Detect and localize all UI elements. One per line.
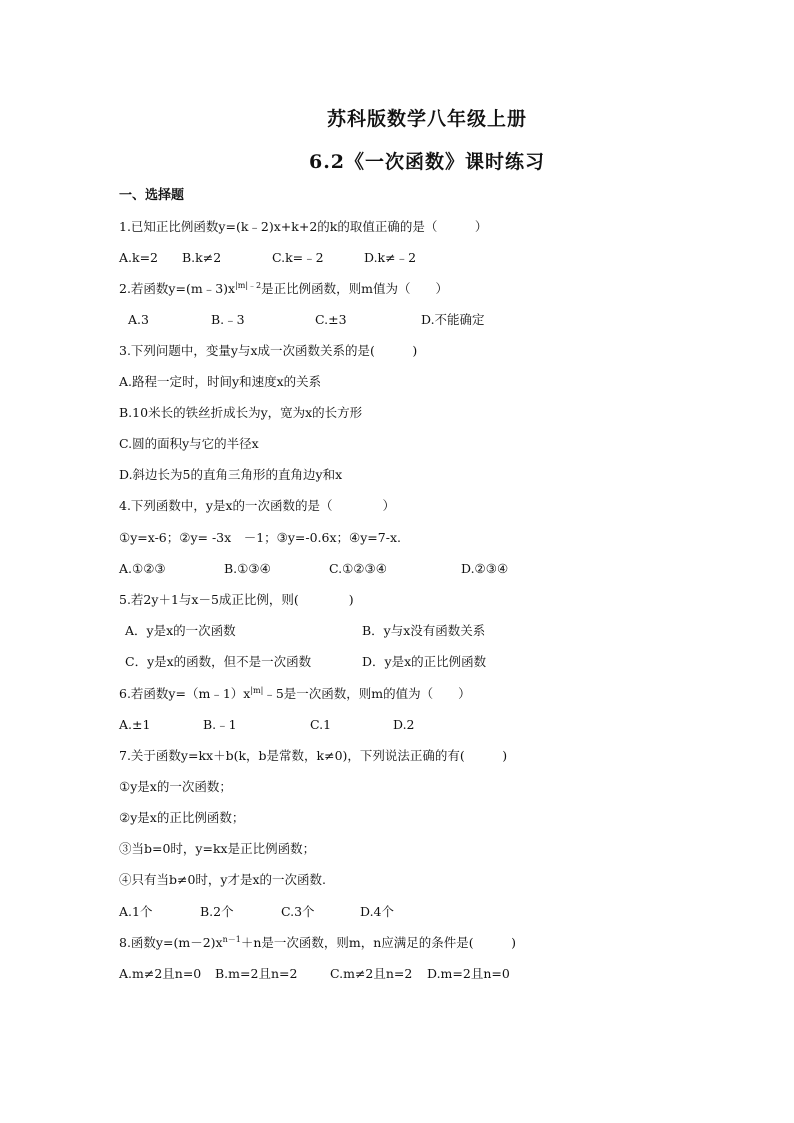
option-c: C.m≠2且n=2 [330,966,413,981]
option-b: B.k≠2 [182,250,222,265]
option-a: A.①②③ [119,561,166,576]
question-7-item-3: ③当b=0时，y=kx是正比例函数； [119,841,316,856]
question-5-stem: 5.若2y＋1与x－5成正比例，则( ) [119,592,354,607]
option-b: B.﹣1 [203,717,237,732]
question-7-item-1: ①y是x的一次函数； [119,779,232,794]
question-1-stem: 1.已知正比例函数y=(k﹣2)x+k+2的k的取值正确的是（ ） [119,219,488,234]
option-c: C.1 [310,717,332,732]
question-2-stem [119,281,448,297]
question-3-option-a: A.路程一定时，时间y和速度x的关系 [119,374,322,389]
question-6-exponent: |m| [250,686,264,695]
question-8-exponent: n－1 [222,935,241,944]
option-a: A.3 [128,312,149,327]
option-a: A.1个 [119,904,153,919]
option-b: B.﹣3 [211,312,245,327]
option-a: A.k=2 [119,250,159,265]
question-4-items: ①y=x-6；②y= -3x －1；③y=-0.6x；④y=7-x. [119,530,401,545]
option-b: B.2个 [200,904,234,919]
question-6-stem [119,686,471,702]
option-a: A.m≠2且n=0 [119,966,202,981]
question-2-exponent: |m|﹣2 [235,281,262,290]
question-2-stem-end: 是正比例函数，则m值为（ ） [261,281,449,296]
question-3-stem: 3.下列问题中，变量y与x成一次函数关系的是( ) [119,343,418,358]
question-6-stem-start: 6.若函数y=（m﹣1）x [119,686,251,701]
section-heading: 一、选择题 [119,188,185,203]
question-8-stem-start: 8.函数y=(m－2)x [119,935,223,950]
option-a: A．y是x的一次函数 [125,623,236,638]
option-c: C.3个 [281,904,315,919]
question-7-item-4: ④只有当b≠0时，y才是x的一次函数. [119,872,327,887]
document-subtitle: 6.2《一次函数》课时练习 [308,151,546,173]
question-4-stem: 4.下列函数中，y是x的一次函数的是（ ） [119,498,396,513]
option-b: B.①③④ [224,561,271,576]
question-6-stem-end: ﹣5是一次函数，则m的值为（ ） [263,686,471,701]
option-d: D.m=2且n=0 [427,966,510,981]
option-d: D.2 [393,717,415,732]
option-c: C.k=﹣2 [272,250,324,265]
option-c: C．y是x的函数，但不是一次函数 [125,654,312,669]
option-d: D.②③④ [461,561,509,576]
option-c: C.①②③④ [329,561,387,576]
option-d: D.4个 [360,904,395,919]
question-3-option-c: C.圆的面积y与它的半径x [119,436,259,451]
question-3-option-d: D.斜边长为5的直角三角形的直角边y和x [119,467,343,482]
option-b: B.m=2且n=2 [215,966,298,981]
question-7-stem: 7.关于函数y=kx＋b(k，b是常数，k≠0)，下列说法正确的有( ) [119,748,508,763]
option-d: D.k≠﹣2 [364,250,417,265]
question-2-stem-start: 2.若函数y=(m﹣3)x [119,281,236,296]
question-8-stem-end: ＋n是一次函数，则m，n应满足的条件是( ) [240,935,517,950]
document-title: 苏科版数学八年级上册 [326,108,527,130]
option-d: D．y是x的正比例函数 [362,654,487,669]
question-3-option-b: B.10米长的铁丝折成长为y，宽为x的长方形 [119,405,363,420]
question-8-stem [119,935,516,951]
option-b: B．y与x没有函数关系 [362,623,486,638]
option-c: C.±3 [315,312,347,327]
option-d: D.不能确定 [421,312,485,327]
question-7-item-2: ②y是x的正比例函数； [119,810,245,825]
option-a: A.±1 [119,717,151,732]
